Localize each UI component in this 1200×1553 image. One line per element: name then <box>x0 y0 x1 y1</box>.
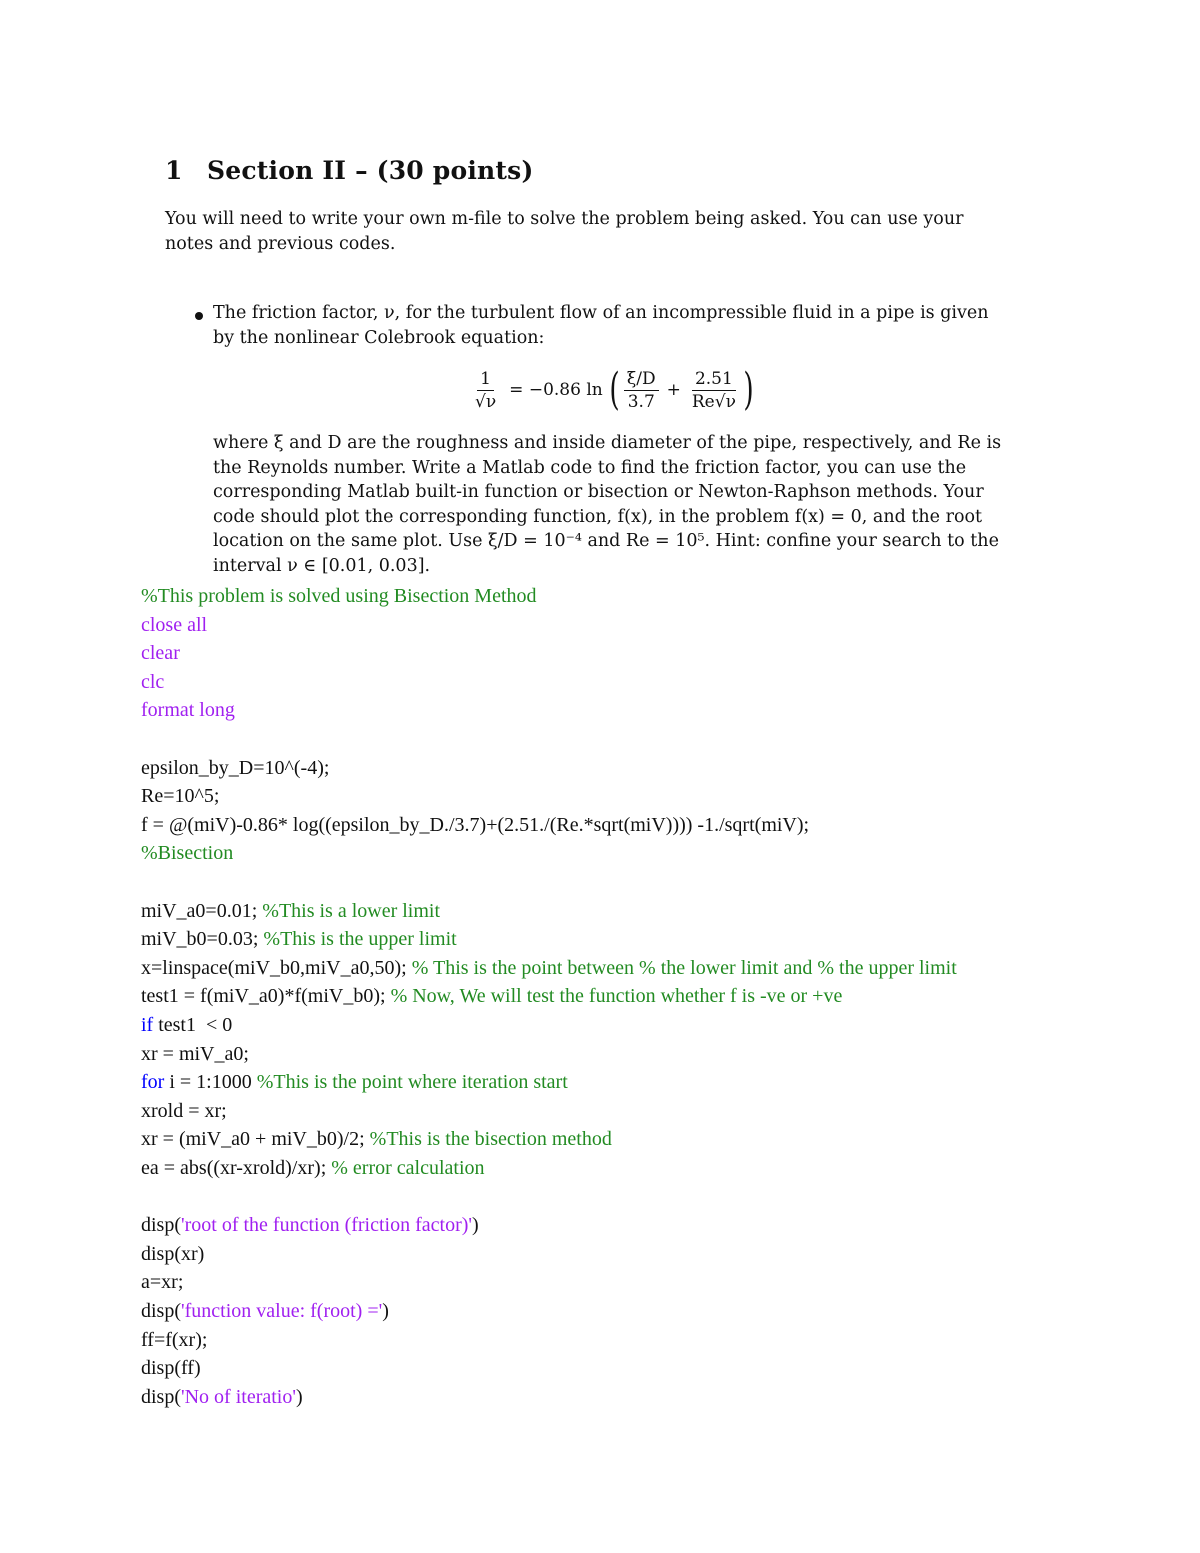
term1-fraction <box>624 369 659 412</box>
code-text: xrold = xr; <box>141 1099 227 1122</box>
term2-fraction <box>689 369 739 412</box>
lhs-numerator: 1 <box>477 369 494 391</box>
code-text: ) <box>472 1214 479 1237</box>
code-line <box>141 982 842 1011</box>
code-line <box>141 1068 568 1097</box>
code-line <box>141 1211 479 1240</box>
code-keyword: if <box>141 1014 154 1036</box>
code-line <box>141 1383 303 1412</box>
code-keyword: for <box>141 1071 165 1094</box>
plus-sign: + <box>666 380 681 400</box>
code-keyword: close all <box>141 613 208 636</box>
code-string: 'function value: f(root) =' <box>181 1300 383 1322</box>
code-line <box>141 782 219 811</box>
code-text: test1 = f(miV_a0)*f(miV_b0); <box>141 985 391 1008</box>
code-comment: % Now, We will test the function whether f is -ve or +ve <box>390 985 843 1008</box>
lhs-denominator: √ν <box>475 391 497 412</box>
code-line <box>141 696 235 725</box>
code-line <box>141 897 440 926</box>
section-number: 1 <box>165 156 183 185</box>
term1-numerator: ξ/D <box>624 369 659 391</box>
code-text: xr = miV_a0; <box>141 1042 249 1065</box>
intro-paragraph: You will need to write your own m-file to solve the problem being asked. You can use your notes and previous codes. <box>165 209 964 254</box>
code-text: disp(ff) <box>141 1357 201 1380</box>
code-line <box>141 754 329 783</box>
code-line <box>141 1154 485 1183</box>
colebrook-equation <box>468 364 754 416</box>
code-text: disp( <box>141 1214 181 1237</box>
code-line <box>141 839 233 868</box>
term2-numerator: 2.51 <box>692 369 736 391</box>
bullet-icon <box>195 312 203 320</box>
code-string: 'root of the function (friction factor)' <box>181 1214 472 1237</box>
code-line <box>141 1354 201 1383</box>
code-comment: % error calculation <box>331 1157 485 1179</box>
code-text: miV_a0=0.01; <box>141 899 263 922</box>
code-text: ff=f(xr); <box>141 1328 208 1351</box>
section-title: Section II – (30 points) <box>207 156 534 185</box>
code-line <box>141 925 457 954</box>
code-text: ) <box>382 1300 389 1322</box>
lhs-fraction <box>472 369 499 412</box>
code-comment: %This is the bisection method <box>369 1128 612 1151</box>
left-paren: ( <box>609 364 620 415</box>
code-text: x=linspace(miV_b0,miV_a0,50); <box>141 956 412 979</box>
code-text: test1 < 0 <box>153 1014 233 1036</box>
code-line <box>141 1125 612 1154</box>
code-keyword: clear <box>141 642 180 665</box>
code-text: ) <box>295 1385 303 1408</box>
code-comment: %This is the point where iteration start <box>256 1071 568 1094</box>
code-comment: %Bisection <box>141 842 234 865</box>
code-text: ea = abs((xr-xrold)/xr); <box>141 1157 332 1179</box>
code-line <box>141 1297 389 1326</box>
code-line <box>141 1326 207 1355</box>
code-text: i = 1:1000 <box>164 1071 257 1094</box>
term2-denominator: Re√ν <box>691 391 736 412</box>
code-text: xr = (miV_a0 + miV_b0)/2; <box>141 1128 370 1151</box>
right-paren: ) <box>743 364 754 415</box>
code-keyword: clc <box>141 670 165 693</box>
code-line <box>141 1011 232 1040</box>
equals-term: = −0.86 ln <box>509 380 603 400</box>
code-text: f = @(miV)-0.86* log((epsilon_by_D./3.7)+(2.51./(Re.*sqrt(miV)))) -1./sqrt(miV); <box>141 813 810 836</box>
code-line <box>141 1040 249 1069</box>
code-text: disp( <box>141 1300 181 1322</box>
code-keyword: format long <box>141 699 235 722</box>
bullet-text: The friction factor, ν, for the turbulent flow of an incompressible fluid in a pipe is given by the nonlinear Colebrook equation: <box>213 303 989 348</box>
code-text: epsilon_by_D=10^(-4); <box>141 756 330 779</box>
code-line <box>141 954 957 983</box>
code-line <box>141 668 164 697</box>
code-line <box>141 1097 227 1126</box>
code-line <box>141 639 180 668</box>
code-text: miV_b0=0.03; <box>141 928 264 951</box>
code-line <box>141 611 207 640</box>
term1-denominator: 3.7 <box>627 391 655 412</box>
code-comment: %This is the upper limit <box>263 928 457 951</box>
code-comment: % This is the point between % the lower limit and % the upper limit <box>411 956 957 979</box>
problem-description: where ξ and D are the roughness and inside diameter of the pipe, respectively, and Re is the Reynolds number. Write a Matlab code to find the friction factor, you can use the corresponding Matlab built-in function or bisection or Newton-Raphson methods. Your code should plot the corresponding function, f(x), in the problem f(x) = 0, and the root location on the same plot. Use ξ/D = 10⁻⁴ and Re = 10⁵. Hint: confine your search to the interval ν ∈ [0.01, 0.03]. <box>213 433 1002 576</box>
code-string: 'No of iteratio' <box>181 1385 296 1408</box>
code-text: Re=10^5; <box>141 785 220 808</box>
code-text: disp(xr) <box>141 1242 205 1265</box>
code-comment: %This problem is solved using Bisection Method <box>141 585 537 607</box>
code-text: disp( <box>141 1385 181 1408</box>
code-line <box>141 582 537 611</box>
code-comment: %This is a lower limit <box>262 899 441 922</box>
code-line <box>141 1268 183 1297</box>
section-heading <box>165 156 533 185</box>
code-line <box>141 1240 204 1269</box>
code-line <box>141 811 809 840</box>
code-text: a=xr; <box>141 1271 184 1294</box>
